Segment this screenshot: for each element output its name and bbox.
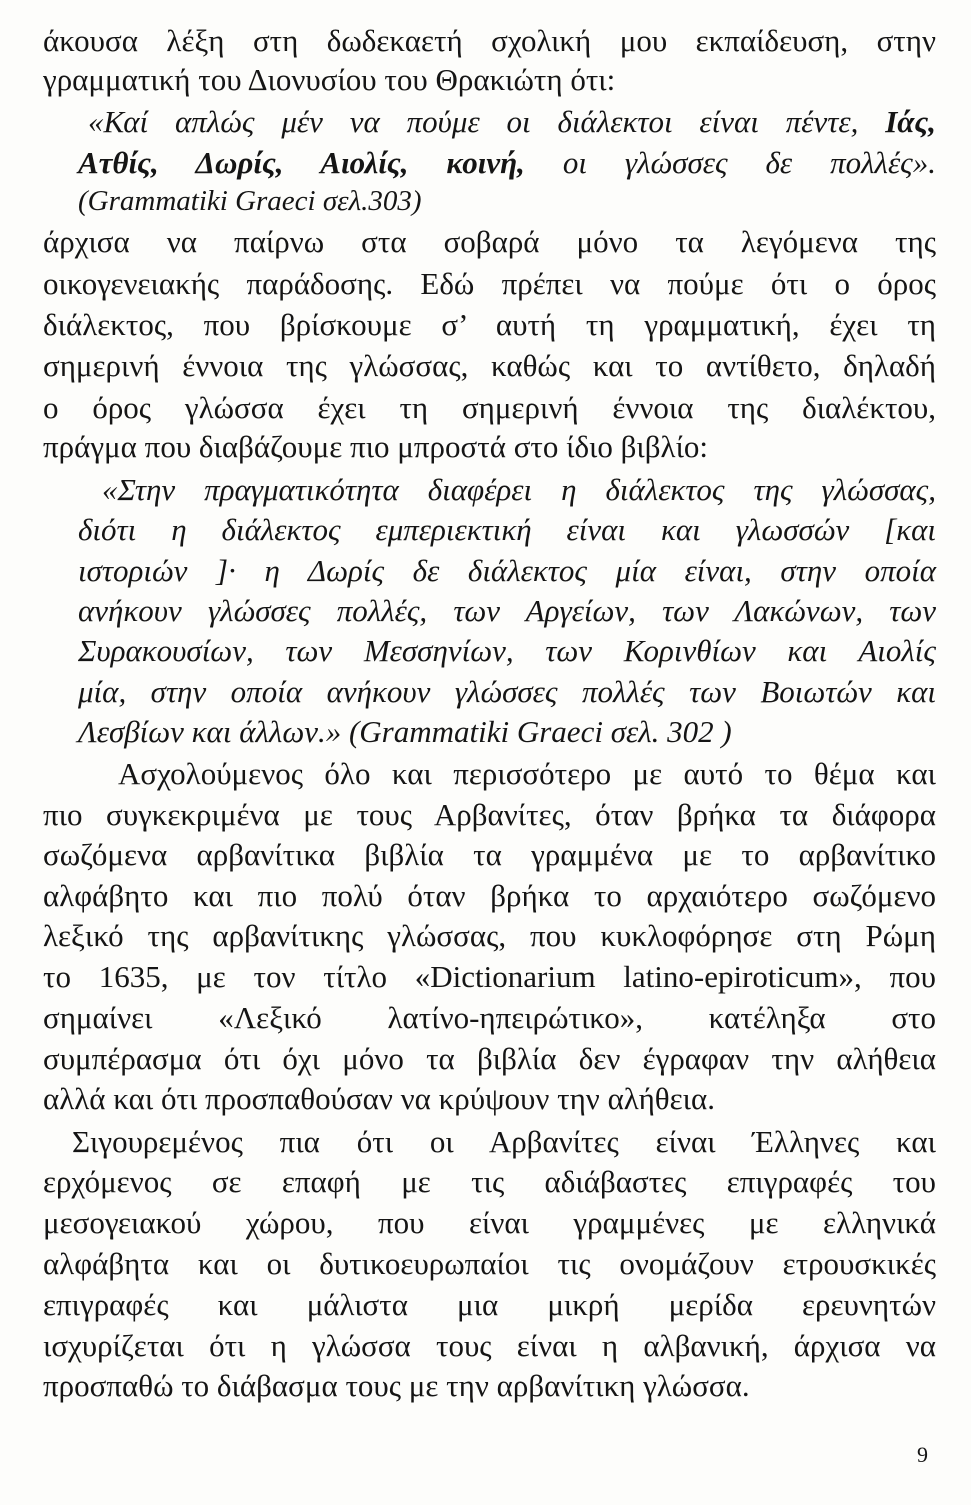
quote-2-line-3: ιστοριών ]· η Δωρίς δε διάλεκτος μία είναι, στην οποία: [78, 553, 936, 588]
text-line-2: γραμματική του Διονυσίου του Θρακιώτη ότι:: [43, 62, 616, 97]
text-line-23: λεξικό της αρβανίτικης γλώσσας, που κυκλοφόρησε στη Ρώμη: [43, 918, 936, 953]
quote-2-line-6: μία, στην οποία ανήκουν γλώσσες πολλές των Βοιωτών και: [78, 674, 936, 709]
text-line-27: αλλά και ότι προσπαθούσαν να κρύψουν την αλήθεια.: [43, 1081, 715, 1116]
quote-1-text: «Καί απλώς μέν να πούμε οι διάλεκτοι είναι πέντε,: [88, 104, 886, 139]
text-line-26: συμπέρασμα ότι όχι μόνο τα βιβλία δεν έγραφαν την αλήθεια: [43, 1041, 936, 1076]
text-line-32: επιγραφές και μάλιστα μια μικρή μερίδα ερευνητών: [43, 1287, 936, 1322]
text-line-11: πράγμα που διαβάζουμε πιο μπροστά στο ίδιο βιβλίο:: [43, 429, 709, 464]
text-line-22: αλφάβητο και πιο πολύ όταν βρήκα το αρχαιότερο σωζόμενο: [43, 878, 936, 913]
text-line-19: Ασχολούμενος όλο και περισσότερο με αυτό το θέμα και: [118, 756, 936, 791]
text-line-31: αλφάβητα και οι δυτικοευρωπαίοι τις ονομάζουν ετρουσκικές: [43, 1246, 936, 1281]
text-line-30: μεσογειακού χώρου, που είναι γραμμένες με ελληνικά: [43, 1205, 936, 1240]
text-line-10: ο όρος γλώσσα έχει τη σημερινή έννοια της διαλέκτου,: [43, 390, 936, 425]
quote-2-line-4: ανήκουν γλώσσες πολλές, των Αργείων, των Λακώνων, των: [78, 593, 936, 628]
quote-2-line-2: διότι η διάλεκτος εμπεριεκτική είναι και γλωσσών [και: [78, 512, 936, 547]
text-line-6: άρχισα να παίρνω στα σοβαρά μόνο τα λεγόμενα της: [43, 224, 936, 259]
text-line-34: προσπαθώ το διάβασμα τους με την αρβανίτικη γλώσσα.: [43, 1368, 750, 1403]
quote-1-line-1: [88, 103, 936, 141]
text-line-9: σημερινή έννοια της γλώσσας, καθώς και το αντίθετο, δηλαδή: [43, 348, 936, 383]
quote-1-text-end: οι γλώσσες δε πολλές».: [524, 145, 936, 180]
quote-1-line-2: [78, 144, 936, 182]
quote-1-bold-term: Ιάς,: [885, 104, 936, 139]
text-line-25: σημαίνει «Λεξικό λατίνο-ηπειρώτικο», κατέληξα στο: [43, 1000, 936, 1035]
text-line-28: Σιγουρεμένος πια ότι οι Αρβανίτες είναι Έλληνες και: [72, 1124, 936, 1159]
text-line-7: οικογενειακής παράδοσης. Εδώ πρέπει να πούμε ότι ο όρος: [43, 266, 936, 301]
quote-2-line-1: «Στην πραγματικότητα διαφέρει η διάλεκτος της γλώσσας,: [102, 472, 936, 507]
page-number: 9: [917, 1442, 928, 1467]
quote-1-bold-terms: Ατθίς, Δωρίς, Αιολίς, κοινή,: [78, 145, 525, 180]
text-line-20: πιο συγκεκριμένα με τους Αρβανίτες, όταν βρήκα τα διάφορα: [43, 797, 936, 832]
quote-2-line-5: Συρακουσίων, των Μεσσηνίων, των Κορινθίων και Αιολίς: [78, 633, 936, 668]
quote-2-line-7-citation: Λεσβίων και άλλων.» (Grammatiki Graeci σελ. 302 ): [78, 714, 732, 749]
text-line-24: το 1635, με τον τίτλο «Dictionarium latino-epiroticum», που: [43, 959, 936, 994]
text-line-33: ισχυρίζεται ότι η γλώσσα τους είναι η αλβανική, άρχισα να: [43, 1328, 936, 1363]
text-line-8: διάλεκτος, που βρίσκουμε σ’ αυτή τη γραμματική, έχει τη: [43, 307, 936, 342]
text-line-21: σωζόμενα αρβανίτικα βιβλία τα γραμμένα με το αρβανίτικο: [43, 837, 936, 872]
citation-1: (Grammatiki Graeci σελ.303): [78, 185, 422, 217]
text-line-1: άκουσα λέξη στη δωδεκαετή σχολική μου εκπαίδευση, στην: [43, 23, 936, 58]
text-line-29: ερχόμενος σε επαφή με τις αδιάβαστες επιγραφές του: [43, 1164, 936, 1199]
